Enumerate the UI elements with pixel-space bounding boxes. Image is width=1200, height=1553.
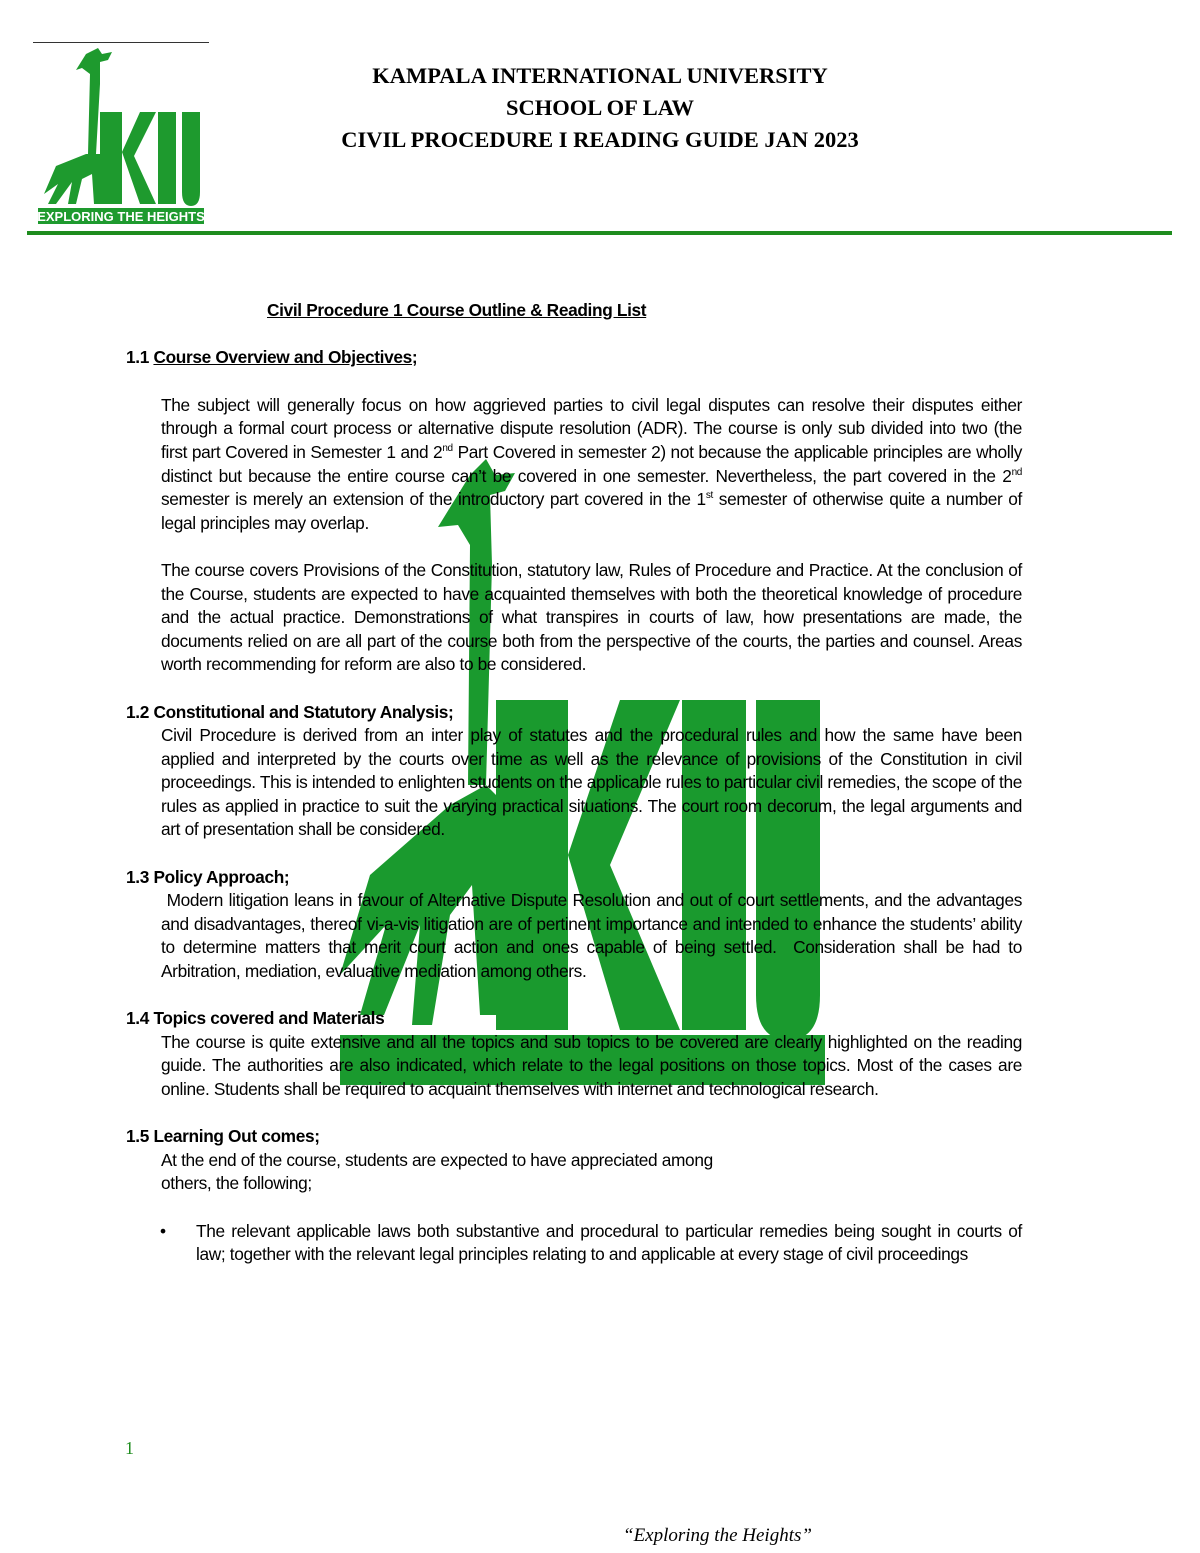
section-1-1-paragraph-1: The subject will generally focus on how aggrieved parties to civil legal disputes can resolve their disputes either through a formal court process or alternative dispute resolution (ADR). The course is only sub divided into two (the first part Covered in Semester 1 and 2nd Part Covered in semester 2) not because the applicable principles are wholly distinct but because the entire course can’t be covered in one semester. Nevertheless, the part covered in the 2nd semester is merely an extension of the introductory part covered in the 1st semester of otherwise quite a number of legal principles may overlap. [161,394,1023,533]
header-green-rule [27,231,1172,235]
section-1-4-paragraph: The course is quite extensive and all the topics and sub topics to be covered are clearly highlighted on the reading guide. The authorities are also indicated, which relate to the legal positions on those topics. Most of the cases are online. Students shall be required to acquaint themselves with internet and technological research. [161,1031,1022,1099]
section-1-1-paragraph-2: The course covers Provisions of the Constitution, statutory law, Rules of Procedure and Practice. At the conclusion of the Course, students are expected to have acquainted themselves with both the theoretical knowledge of procedure and the actual practice. Demonstrations of what transpires in courts of law, how presentations are made, the documents relied on are all part of the course both from the perspective of the courts, the parties and counsel. Areas worth recommending for reform are also to be considered. [161,559,1022,675]
section-1-4-heading: 1.4 Topics covered and Materials [126,1008,385,1029]
section-1-5-heading: 1.5 Learning Out comes; [126,1126,320,1147]
bullet-item: The relevant applicable laws both substantive and procedural to particular remedies being sought in courts of law; together with the relevant legal principles relating to and applicable at every stage of civil proceedings [196,1220,1022,1265]
logo-tagline: EXPLORING THE HEIGHTS [37,209,205,224]
document-body [0,299,1200,1267]
bullet-icon: • [160,1220,166,1241]
section-1-5-paragraph-line-1: At the end of the course, students are expected to have appreciated among [161,1149,713,1170]
bullet-list-item [160,1220,1022,1267]
header-rule [33,42,209,43]
footer-motto: “Exploring the Heights” [623,1525,812,1546]
section-1-3-heading: 1.3 Policy Approach; [126,866,290,887]
page-number: 1 [125,1438,134,1458]
document-title: Civil Procedure 1 Course Outline & Reading List [267,300,647,320]
kiu-logo [36,44,208,226]
university-name: KAMPALA INTERNATIONAL UNIVERSITY [372,63,828,88]
section-1-3-paragraph: Modern litigation leans in favour of Alternative Dispute Resolution and out of court settlements, and the advantages and disadvantages, thereof vi-a-vis litigation are of pertinent importance and intended to enhance the students’ ability to determine matters that merit court action and ones capable of being settled. Consideration shall be had to Arbitration, mediation, evaluative mediation among others. [161,890,1027,982]
section-1-1-heading: 1.1 Course Overview and Objectives; [126,347,418,368]
section-1-2-heading: 1.2 Constitutional and Statutory Analysis; [126,701,454,722]
section-1-5-paragraph-line-2: others, the following; [161,1173,312,1194]
university-header [230,60,970,156]
guide-title: CIVIL PROCEDURE I READING GUIDE JAN 2023 [341,127,859,152]
school-name: SCHOOL OF LAW [506,95,694,120]
section-1-2-paragraph: Civil Procedure is derived from an inter play of statutes and the procedural rules and how the same have been applied and interpreted by the courts over time as well as the relevance of provisions of the Constitution in civil proceedings. This is intended to enlighten students on the applicable rules to particular civil remedies, the scope of the rules as applied in practice to suit the varying practical situations. The court room decorum, the legal arguments and art of presentation shall be considered. [161,725,1022,840]
